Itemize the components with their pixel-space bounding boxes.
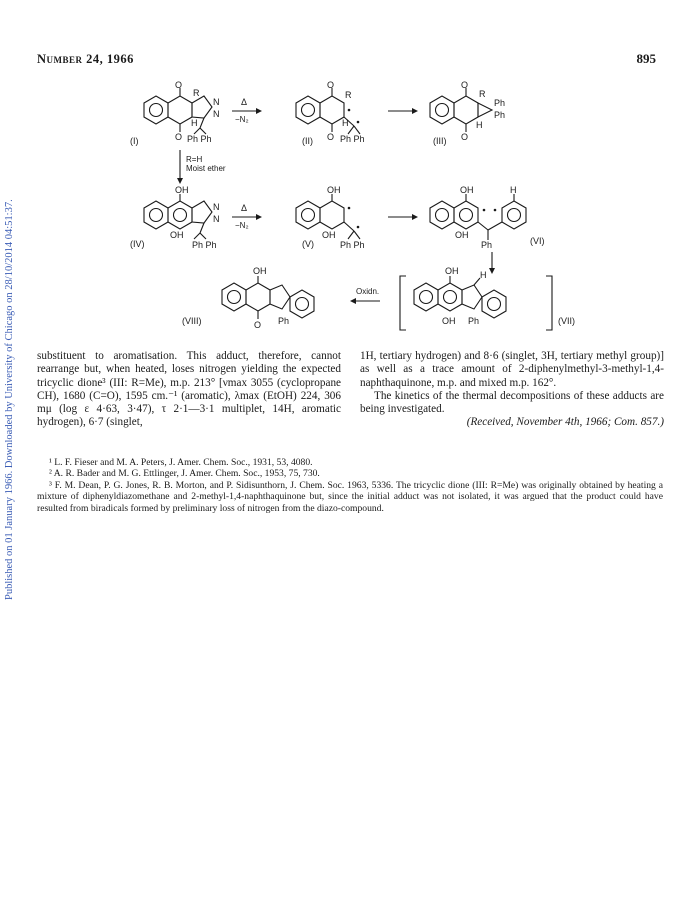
bracket-right — [546, 276, 552, 330]
label-oh: OH — [455, 230, 469, 240]
label-r: R — [193, 88, 200, 98]
reference-item: ¹ L. F. Fieser and M. A. Peters, J. Amer. Chem. Soc., 1931, 53, 4080. — [49, 457, 313, 468]
arrow-label-oxidn: Oxidn. — [356, 287, 380, 296]
compound-i-structure — [144, 88, 212, 134]
compound-label-ii: (II) — [302, 136, 313, 146]
compound-label-i: (I) — [130, 136, 139, 146]
label-ph-ph: Ph Ph — [192, 240, 217, 250]
bracket-left — [400, 276, 406, 330]
body-paragraph: substituent to aromatisation. This adduct, therefore, cannot rearrange but, when heated, loses nitrogen yielding the expected tricyclic dione³ (III: R=Me), m.p. 213° [νmax 3055 (cyclopropane CH), 1680 (C=O), 1595 cm.⁻¹ (aromatic), λmax (EtOH) 224, 306 mμ (log ε 4·63, 3·47), τ 2·1—3·1 multiplet, 14H, aromatic hydrogen), 6·7 (singlet, — [37, 350, 341, 429]
label-ph-ph: Ph Ph — [340, 240, 365, 250]
arrow-label-rh: R=H — [186, 155, 203, 164]
label-o: O — [461, 132, 469, 142]
label-h: H — [480, 270, 487, 280]
label-n: N — [213, 97, 220, 107]
label-ph-ph: Ph Ph — [340, 134, 365, 144]
compound-label-vi: (VI) — [530, 236, 545, 246]
body-column-right — [360, 350, 664, 430]
label-oh: OH — [175, 185, 189, 195]
label-ph: Ph — [481, 240, 493, 250]
label-h: H — [476, 120, 483, 130]
reference-item: ³ F. M. Dean, P. G. Jones, R. B. Morton, and P. Sidisunthorn, J. Chem. Soc. 1963, 5336. The tricyclic dione (III: R=Me) was originally obtained by heating a mixture of diphenyldiazomethane and 2-methyl-1,4-naphthaquinone but, since the initial adduct was not isolated, it was argued that the product could have resulted from biradicals formed by preliminary loss of nitrogen from the diazo-compound. — [37, 479, 663, 514]
body-column-left — [37, 350, 341, 430]
body-paragraph: The kinetics of the thermal decompositions of these adducts are being investigated. — [360, 389, 664, 416]
references — [37, 457, 663, 514]
compound-label-vii: (VII) — [558, 316, 575, 326]
compound-label-viii: (VIII) — [182, 316, 202, 326]
arrow-label-minus-n2: −N₂ — [235, 221, 249, 230]
label-h: H — [191, 118, 198, 128]
label-o: O — [175, 80, 183, 90]
received-note: (Received, November 4th, 1966; Com. 857.) — [466, 416, 664, 429]
label-ph: Ph — [494, 110, 506, 120]
label-o: O — [327, 80, 335, 90]
label-o: O — [461, 80, 469, 90]
label-h: H — [510, 185, 517, 195]
label-h: H — [342, 118, 349, 128]
label-oh: OH — [460, 185, 474, 195]
label-oh: OH — [327, 185, 341, 195]
label-ph: Ph — [494, 98, 506, 108]
label-o: O — [254, 320, 262, 330]
label-n: N — [213, 109, 220, 119]
compound-viii-structure — [222, 276, 314, 319]
label-ph: Ph — [468, 316, 480, 326]
label-n: N — [213, 214, 220, 224]
label-o: O — [175, 132, 183, 142]
label-oh: OH — [322, 230, 336, 240]
arrow-label-delta: Δ — [241, 97, 248, 107]
label-ph-ph: Ph Ph — [187, 134, 212, 144]
arrow-label-minus-n2: −N₂ — [235, 115, 249, 124]
label-oh: OH — [442, 316, 456, 326]
download-watermark[interactable]: Published on 01 January 1966. Downloaded by University of Chicago on 28/10/2014 04:51:37. — [4, 199, 15, 600]
label-ph: Ph — [278, 316, 290, 326]
compound-label-iii: (III) — [433, 136, 447, 146]
label-r: R — [345, 90, 352, 100]
label-oh: OH — [445, 266, 459, 276]
label-oh: OH — [253, 266, 267, 276]
label-o: O — [327, 132, 335, 142]
journal-issue-header: Number 24, 1966 — [37, 52, 134, 66]
label-r: R — [479, 89, 486, 99]
page-number: 895 — [636, 51, 656, 66]
reaction-scheme — [130, 78, 600, 340]
compound-vi-structure — [430, 194, 526, 240]
compound-vii-structure — [414, 276, 506, 318]
label-n: N — [213, 202, 220, 212]
body-paragraph: 1H, tertiary hydrogen) and 8·6 (singlet, 3H, tertiary methyl group)] as well as a trace amount of 2-diphenylmethyl-3-methyl-1,4-naphthaquinone, m.p. and mixed m.p. 162°. — [360, 350, 664, 389]
compound-label-iv: (IV) — [130, 239, 145, 249]
arrow-label-moist: Moist ether — [186, 164, 226, 173]
compound-label-v: (V) — [302, 239, 314, 249]
reference-item: ² A. R. Bader and M. G. Ettlinger, J. Amer. Chem. Soc., 1953, 75, 730. — [49, 468, 320, 480]
label-oh: OH — [170, 230, 184, 240]
arrow-label-delta: Δ — [241, 203, 248, 213]
